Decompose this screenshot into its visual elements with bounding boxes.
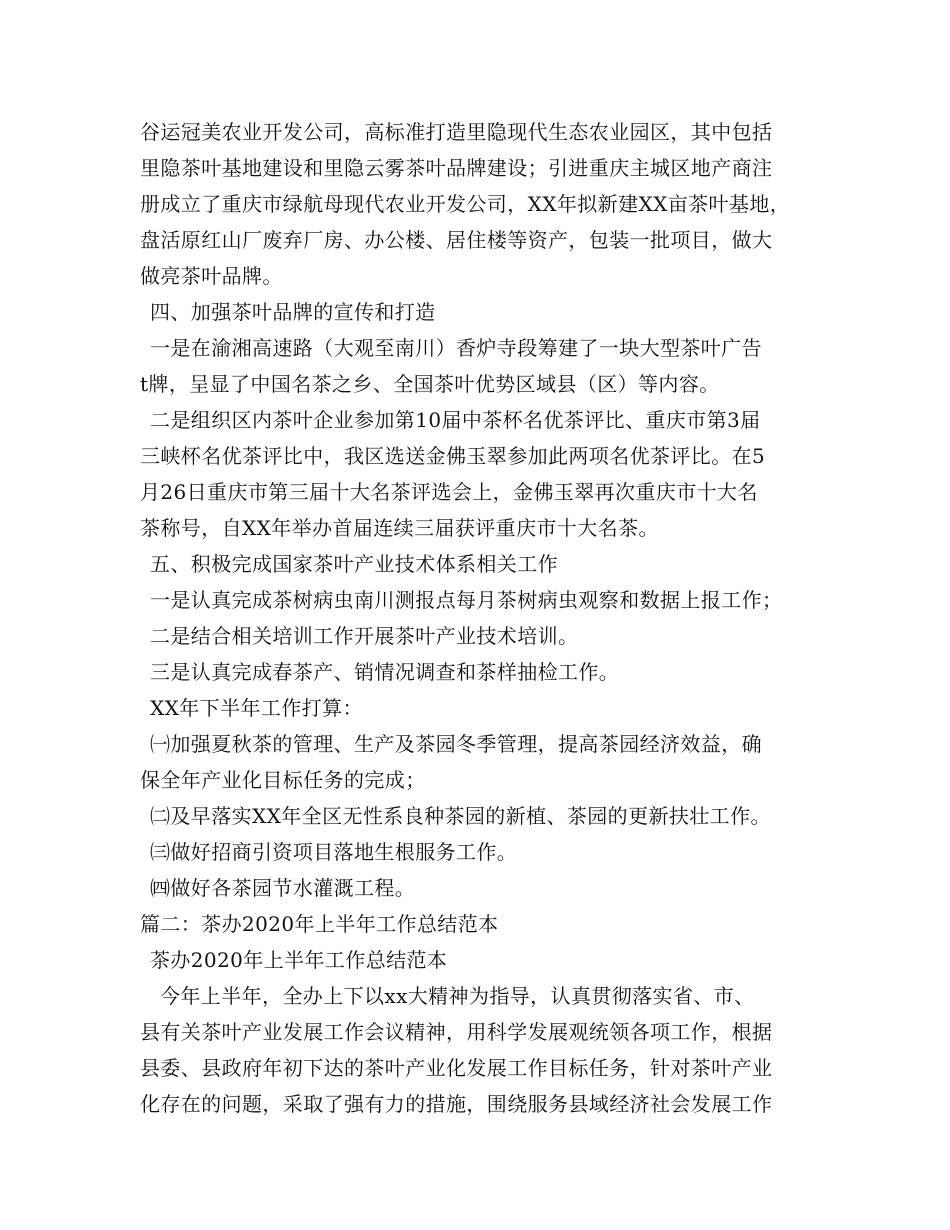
list-item: ㈠加强夏秋茶的管理、生产及茶园冬季管理，提高茶园经济效益，确: [150, 732, 762, 756]
paragraph-line: 二是组织区内茶叶企业参加第10届中茶杯名优茶评比、重庆市第3届: [150, 408, 761, 432]
section-heading: 五、积极完成国家茶叶产业技术体系相关工作: [150, 552, 558, 576]
paragraph-line: 盘活原红山厂废弃厂房、办公楼、居住楼等资产，包装一批项目，做大: [140, 228, 773, 252]
paragraph-line: 二是结合相关培训工作开展茶叶产业技术培训。: [150, 624, 579, 648]
paragraph-line: 县有关茶叶产业发展工作会议精神，用科学发展观统领各项工作，根据: [140, 1020, 773, 1044]
paragraph-line: 化存在的问题，采取了强有力的措施，围绕服务县域经济社会发展工作: [140, 1092, 773, 1116]
paragraph-line: t牌，呈显了中国名茶之乡、全国茶叶优势区域县（区）等内容。: [140, 372, 720, 396]
list-item: ㈢做好招商引资项目落地生根服务工作。: [150, 840, 518, 864]
paragraph-line: 三是认真完成春茶产、销情况调查和茶样抽检工作。: [150, 660, 620, 684]
chapter-heading: 篇二：茶办2020年上半年工作总结范本: [140, 912, 499, 936]
paragraph-line: 一是认真完成茶树病虫南川测报点每月茶树病虫观察和数据上报工作；: [150, 588, 783, 612]
list-item: ㈣做好各茶园节水灌溉工程。: [150, 876, 416, 900]
document-title: 茶办2020年上半年工作总结范本: [150, 948, 448, 972]
paragraph-line: 里隐茶叶基地建设和里隐云雾茶叶品牌建设；引进重庆主城区地产商注: [140, 156, 773, 180]
paragraph-line: 三峡杯名优茶评比中，我区选送金佛玉翠参加此两项名优茶评比。在5: [140, 444, 766, 468]
paragraph-line: 县委、县政府年初下达的茶叶产业化发展工作目标任务，针对茶叶产业: [140, 1056, 773, 1080]
section-heading: 四、加强茶叶品牌的宣传和打造: [150, 300, 436, 324]
paragraph-line: 今年上半年，全办上下以xx大精神为指导，认真贯彻落实省、市、: [160, 984, 755, 1008]
paragraph-line: XX年下半年工作打算：: [150, 696, 363, 720]
paragraph-line: 茶称号，自XX年举办首届连续三届获评重庆市十大名茶。: [140, 516, 659, 540]
list-item: ㈡及早落实XX年全区无性系良种茶园的新植、茶园的更新扶壮工作。: [150, 804, 771, 828]
paragraph-line: 一是在渝湘高速路（大观至南川）香炉寺段筹建了一块大型茶叶广告: [150, 336, 762, 360]
document-body: [140, 114, 830, 1122]
paragraph-line: 月26日重庆市第三届十大名茶评选会上，金佛玉翠再次重庆市十大名: [140, 480, 758, 504]
paragraph-line: 做亮茶叶品牌。: [140, 264, 283, 288]
paragraph-line: 保全年产业化目标任务的完成；: [140, 768, 426, 792]
paragraph-line: 册成立了重庆市绿航母现代农业开发公司，XX年拟新建XX亩茶叶基地，: [140, 192, 791, 216]
paragraph-line: 谷运冠美农业开发公司，高标准打造里隐现代生态农业园区，其中包括: [140, 120, 773, 144]
